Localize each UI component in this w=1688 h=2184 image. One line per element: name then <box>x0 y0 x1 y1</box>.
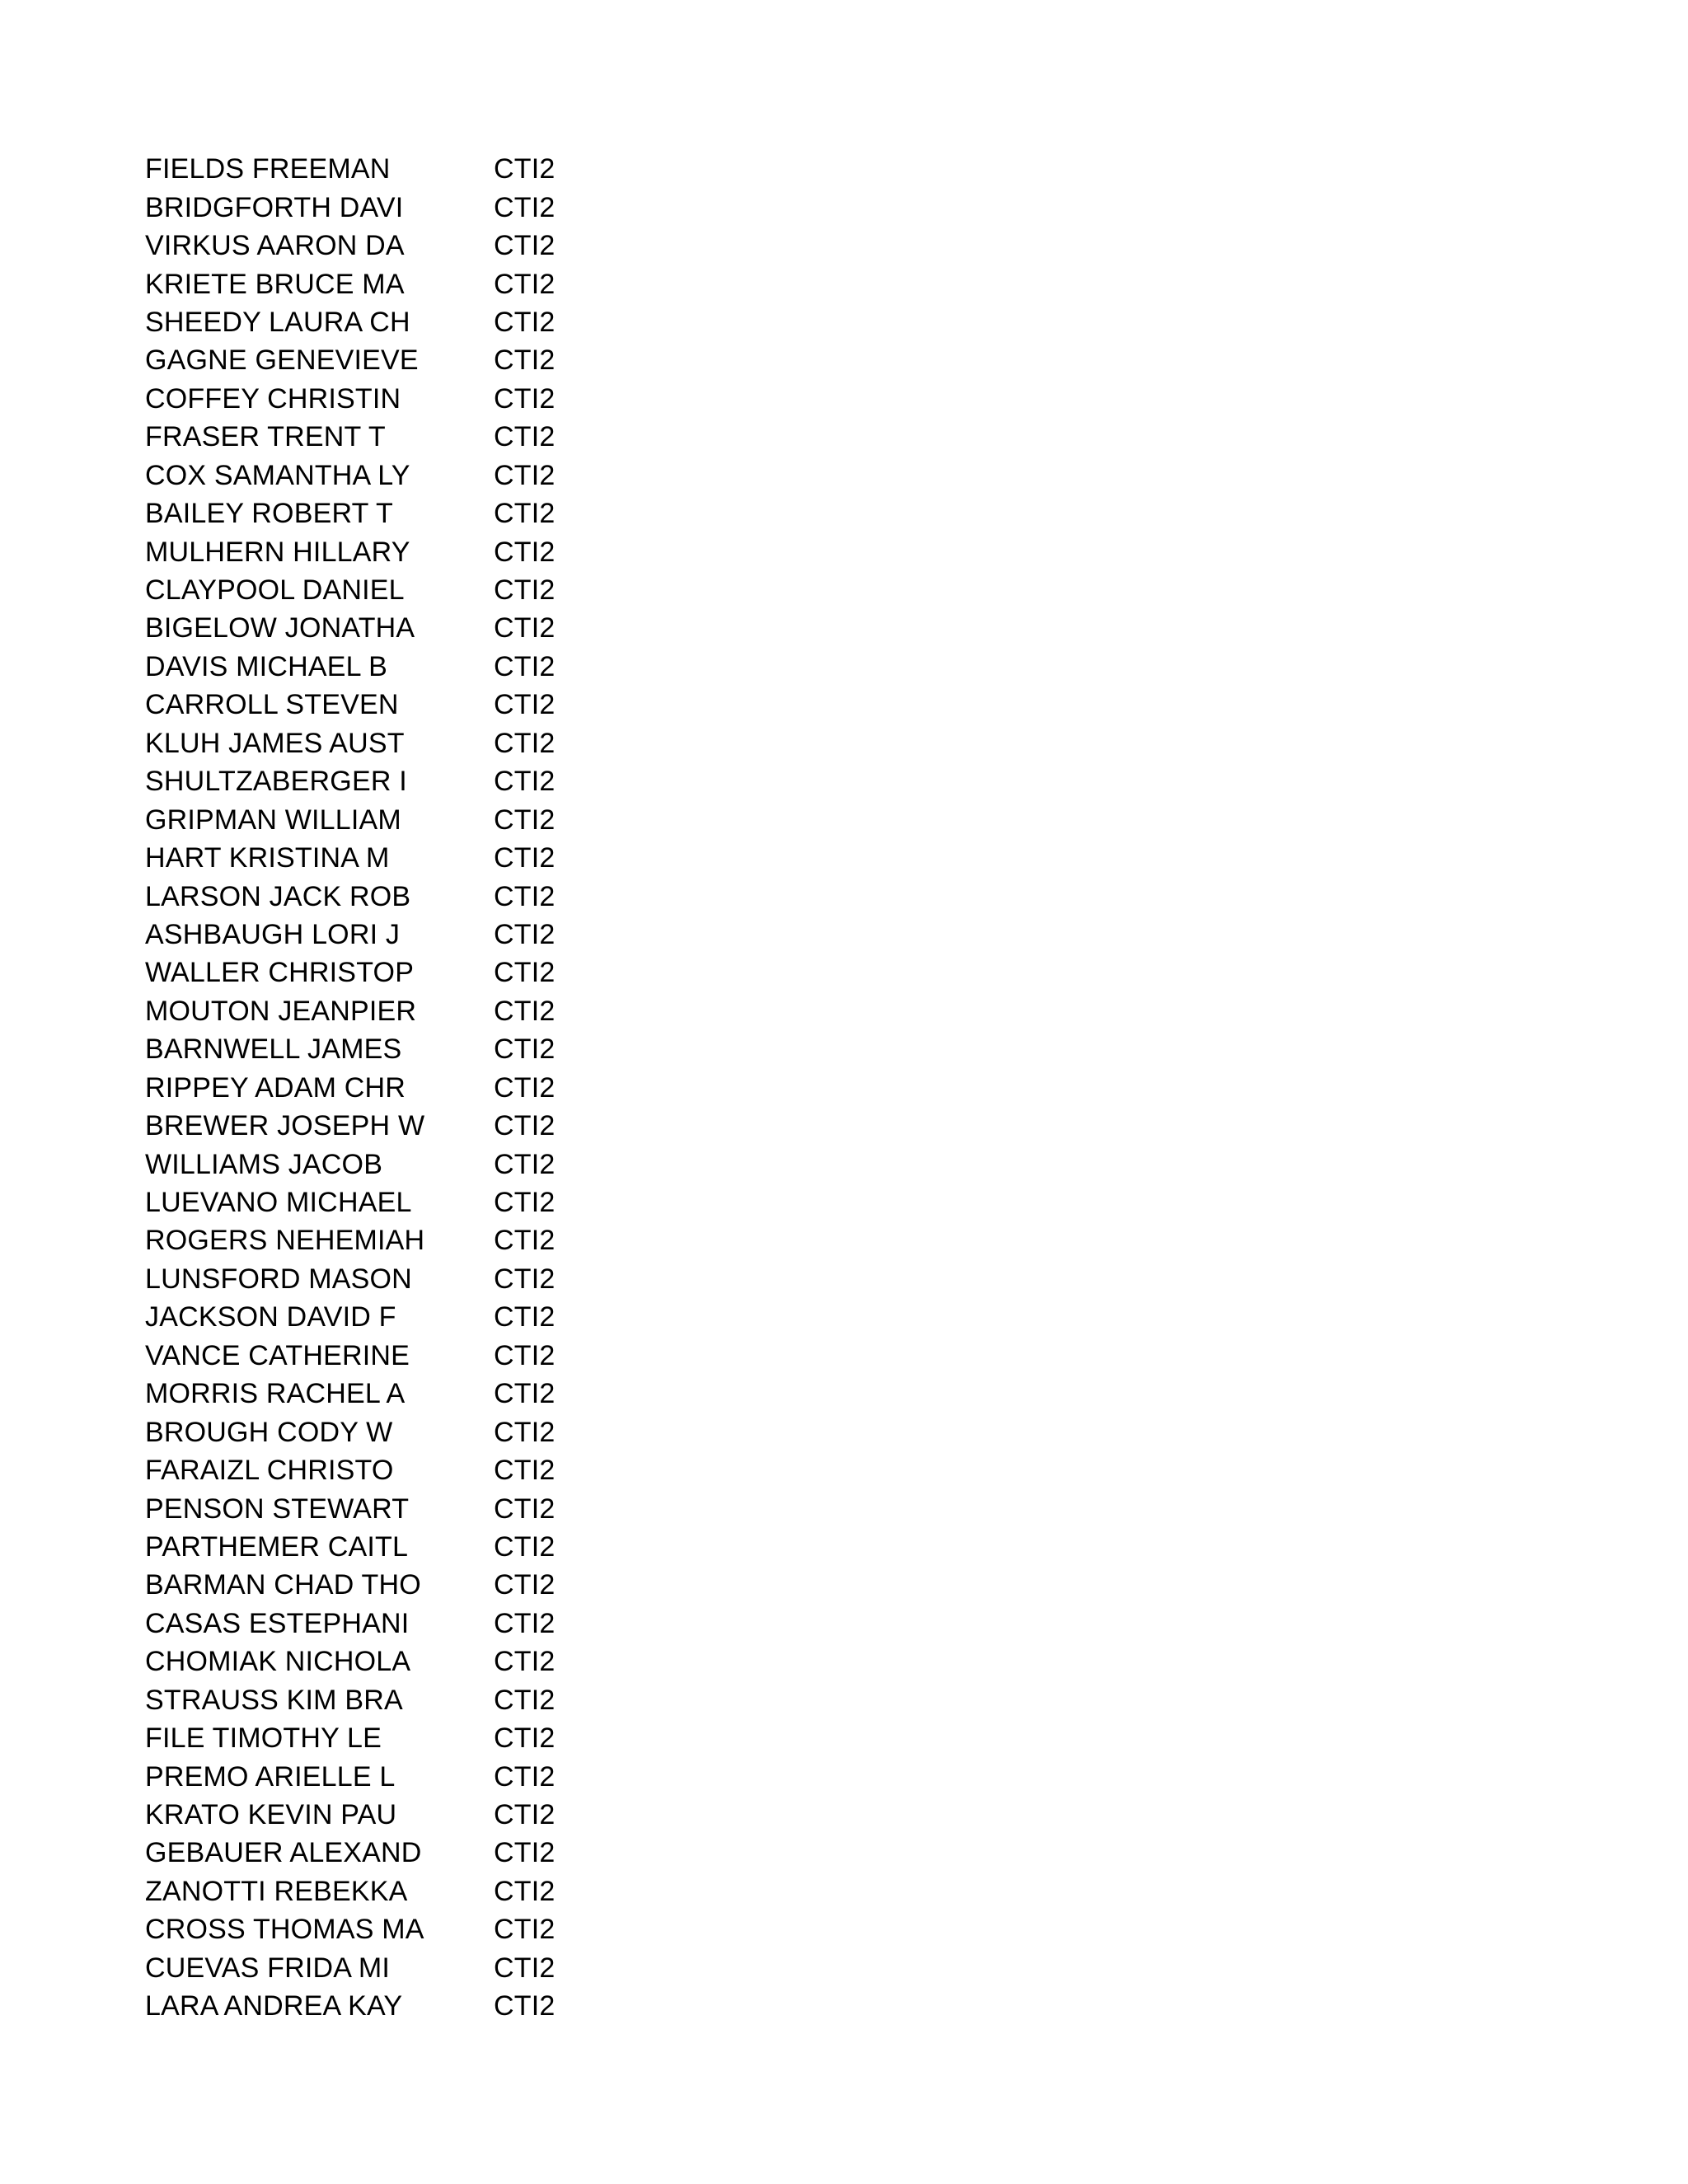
person-name: BRIDGFORTH DAVI <box>145 191 404 223</box>
roster-row <box>145 1643 568 1680</box>
person-name: COX SAMANTHA LY <box>145 459 410 491</box>
roster-row <box>145 916 568 954</box>
roster-row <box>145 1413 568 1451</box>
person-name: BREWER JOSEPH W <box>145 1110 425 1142</box>
rate-code: CTI2 <box>494 421 556 453</box>
person-name: STRAUSS KIM BRA <box>145 1684 403 1716</box>
roster-row <box>145 1566 568 1604</box>
rate-code: CTI2 <box>494 191 556 223</box>
roster-row <box>145 1145 568 1183</box>
rate-code: CTI2 <box>494 1722 556 1755</box>
rate-code: CTI2 <box>494 1646 556 1678</box>
person-name: KRIETE BRUCE MA <box>145 268 405 300</box>
person-name: COFFEY CHRISTIN <box>145 382 401 415</box>
person-name: BROUGH CODY W <box>145 1416 393 1448</box>
rate-code: CTI2 <box>494 804 556 836</box>
rate-code: CTI2 <box>494 1455 556 1487</box>
rate-code: CTI2 <box>494 880 556 912</box>
person-name: CUEVAS FRIDA MI <box>145 1952 391 1984</box>
person-name: PREMO ARIELLE L <box>145 1760 396 1793</box>
person-name: DAVIS MICHAEL B <box>145 650 387 682</box>
person-name: GRIPMAN WILLIAM <box>145 804 401 836</box>
rate-code: CTI2 <box>494 1493 556 1525</box>
roster-row <box>145 1030 568 1068</box>
rate-code: CTI2 <box>494 344 556 377</box>
rate-code: CTI2 <box>494 918 556 950</box>
roster-row <box>145 686 568 724</box>
person-name: CHOMIAK NICHOLA <box>145 1646 411 1678</box>
roster-row <box>145 1681 568 1719</box>
rate-code: CTI2 <box>494 1569 556 1601</box>
rate-code: CTI2 <box>494 1760 556 1793</box>
roster-row <box>145 724 568 762</box>
roster-row <box>145 418 568 456</box>
roster-row <box>145 341 568 379</box>
roster-row <box>145 800 568 838</box>
rate-code: CTI2 <box>494 1416 556 1448</box>
roster-row <box>145 1260 568 1298</box>
roster-row <box>145 1910 568 1948</box>
roster-row <box>145 571 568 609</box>
person-name: LARA ANDREA KAY <box>145 1990 403 2022</box>
person-name: KRATO KEVIN PAU <box>145 1799 397 1831</box>
rate-code: CTI2 <box>494 1799 556 1831</box>
person-name: ASHBAUGH LORI J <box>145 918 401 950</box>
rate-code: CTI2 <box>494 268 556 300</box>
rate-code: CTI2 <box>494 650 556 682</box>
rate-code: CTI2 <box>494 727 556 759</box>
rate-code: CTI2 <box>494 1071 556 1104</box>
person-name: JACKSON DAVID F <box>145 1301 396 1333</box>
rate-code: CTI2 <box>494 842 556 874</box>
roster-row <box>145 1528 568 1566</box>
roster-row <box>145 1605 568 1643</box>
rate-code: CTI2 <box>494 382 556 415</box>
roster-row <box>145 1796 568 1834</box>
person-name: GEBAUER ALEXAND <box>145 1837 422 1869</box>
roster-row <box>145 1834 568 1872</box>
rate-code: CTI2 <box>494 689 556 721</box>
rate-code: CTI2 <box>494 1952 556 1984</box>
roster-row <box>145 380 568 418</box>
roster-row <box>145 609 568 647</box>
rate-code: CTI2 <box>494 1263 556 1295</box>
roster-row <box>145 762 568 800</box>
rate-code: CTI2 <box>494 612 556 644</box>
person-name: VANCE CATHERINE <box>145 1339 410 1371</box>
person-name: RIPPEY ADAM CHR <box>145 1071 406 1104</box>
roster-row <box>145 877 568 915</box>
roster-row <box>145 954 568 991</box>
roster-row <box>145 1107 568 1145</box>
rate-code: CTI2 <box>494 995 556 1027</box>
roster-row <box>145 303 568 341</box>
roster-row <box>145 1489 568 1527</box>
rate-code: CTI2 <box>494 1301 556 1333</box>
person-name: BARNWELL JAMES <box>145 1033 402 1066</box>
person-name: ZANOTTI REBEKKA <box>145 1875 408 1907</box>
rate-code: CTI2 <box>494 1990 556 2022</box>
roster-row <box>145 1298 568 1336</box>
roster-row <box>145 494 568 532</box>
roster-row <box>145 150 568 188</box>
person-name: SHULTZABERGER I <box>145 766 407 798</box>
person-name: FILE TIMOTHY LE <box>145 1722 382 1755</box>
roster-row <box>145 1757 568 1795</box>
rate-code: CTI2 <box>494 1378 556 1410</box>
person-name: MULHERN HILLARY <box>145 536 410 568</box>
roster-row <box>145 1069 568 1107</box>
roster-row <box>145 839 568 877</box>
person-name: FARAIZL CHRISTO <box>145 1455 394 1487</box>
rate-code: CTI2 <box>494 1225 556 1257</box>
person-name: FIELDS FREEMAN <box>145 153 391 185</box>
roster-row <box>145 1337 568 1375</box>
roster-row <box>145 1872 568 1910</box>
rate-code: CTI2 <box>494 153 556 185</box>
person-name: LUEVANO MICHAEL <box>145 1187 412 1219</box>
person-name: LARSON JACK ROB <box>145 880 411 912</box>
person-name: MOUTON JEANPIER <box>145 995 417 1027</box>
person-name: ROGERS NEHEMIAH <box>145 1225 425 1257</box>
person-name: CLAYPOOL DANIEL <box>145 574 405 607</box>
person-name: CASAS ESTEPHANI <box>145 1607 410 1639</box>
rate-code: CTI2 <box>494 1187 556 1219</box>
person-name: GAGNE GENEVIEVE <box>145 344 419 377</box>
rate-code: CTI2 <box>494 1339 556 1371</box>
roster-row <box>145 1949 568 1987</box>
person-name: PARTHEMER CAITL <box>145 1530 409 1563</box>
rate-code: CTI2 <box>494 1837 556 1869</box>
rate-code: CTI2 <box>494 536 556 568</box>
person-name: PENSON STEWART <box>145 1493 410 1525</box>
rate-code: CTI2 <box>494 1607 556 1639</box>
person-name: BAILEY ROBERT T <box>145 498 393 530</box>
roster-row <box>145 265 568 302</box>
roster-row <box>145 992 568 1030</box>
rate-code: CTI2 <box>494 498 556 530</box>
person-name: WILLIAMS JACOB <box>145 1148 383 1180</box>
person-name: HART KRISTINA M <box>145 842 390 874</box>
roster-row <box>145 1451 568 1489</box>
rate-code: CTI2 <box>494 1530 556 1563</box>
rate-code: CTI2 <box>494 1875 556 1907</box>
rate-code: CTI2 <box>494 230 556 262</box>
roster-row <box>145 648 568 686</box>
person-name: VIRKUS AARON DA <box>145 230 405 262</box>
person-name: FRASER TRENT T <box>145 421 386 453</box>
rate-code: CTI2 <box>494 1148 556 1180</box>
person-name: LUNSFORD MASON <box>145 1263 412 1295</box>
person-name: CROSS THOMAS MA <box>145 1914 424 1946</box>
roster-row <box>145 1719 568 1757</box>
roster-row <box>145 1183 568 1221</box>
rate-code: CTI2 <box>494 957 556 989</box>
roster-row <box>145 532 568 570</box>
person-name: BIGELOW JONATHA <box>145 612 415 644</box>
rate-code: CTI2 <box>494 306 556 338</box>
roster-row <box>145 188 568 226</box>
roster-row <box>145 227 568 265</box>
rate-code: CTI2 <box>494 766 556 798</box>
rate-code: CTI2 <box>494 574 556 607</box>
person-name: SHEEDY LAURA CH <box>145 306 410 338</box>
roster-row <box>145 1987 568 2025</box>
rate-code: CTI2 <box>494 1033 556 1066</box>
roster-list <box>145 150 568 2025</box>
person-name: KLUH JAMES AUST <box>145 727 405 759</box>
roster-row <box>145 1375 568 1413</box>
person-name: BARMAN CHAD THO <box>145 1569 421 1601</box>
person-name: WALLER CHRISTOP <box>145 957 415 989</box>
rate-code: CTI2 <box>494 459 556 491</box>
person-name: MORRIS RACHEL A <box>145 1378 406 1410</box>
rate-code: CTI2 <box>494 1110 556 1142</box>
rate-code: CTI2 <box>494 1684 556 1716</box>
person-name: CARROLL STEVEN <box>145 689 399 721</box>
rate-code: CTI2 <box>494 1914 556 1946</box>
roster-row <box>145 1221 568 1259</box>
roster-row <box>145 457 568 494</box>
